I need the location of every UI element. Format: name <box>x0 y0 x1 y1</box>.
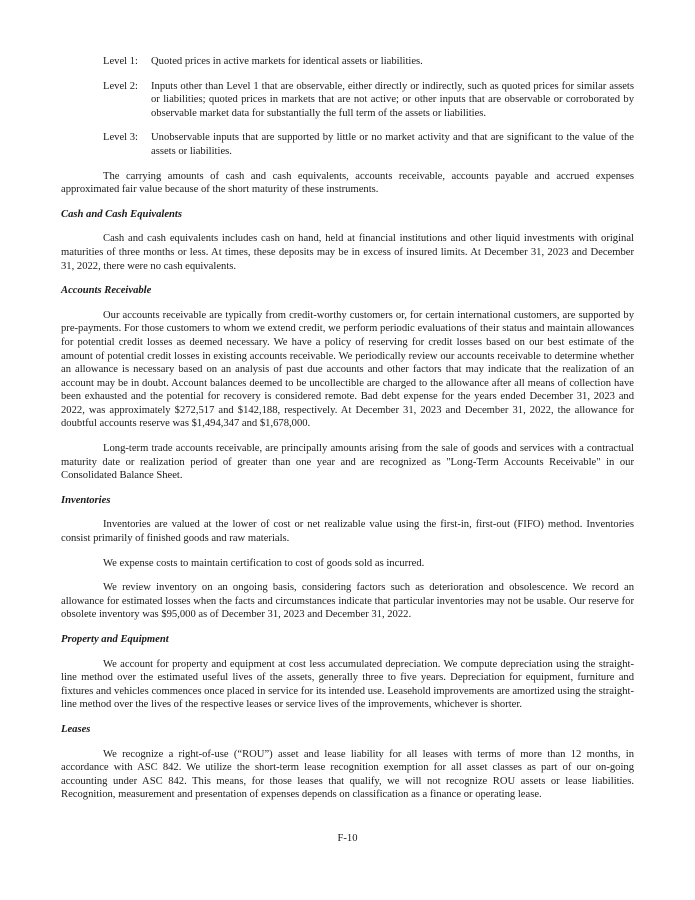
level-description: Unobservable inputs that are supported by little or no market activity and that are significant to the value of the assets or liabilities. <box>151 132 634 157</box>
document-body <box>61 55 634 813</box>
fair-value-level-1 <box>61 55 634 69</box>
section-heading-receivables: Accounts Receivable <box>61 285 152 297</box>
page-number: F-10 <box>337 833 358 844</box>
level-description: Quoted prices in active markets for identical assets or liabilities. <box>151 56 423 67</box>
section-heading-cash: Cash and Cash Equivalents <box>61 208 182 220</box>
inventories-paragraph-2: We expense costs to maintain certification to cost of goods sold as incurred. <box>103 557 425 569</box>
property-paragraph: We account for property and equipment at cost less accumulated depreciation. We compute depreciation using the straight-line method over the estimated useful lives of the assets, generally three to five years. Depreciation for equipment, furniture and fixtures and vehicles commences once placed in service for its intended use. Leasehold improvements are amortized using the straight-line method over the lives of the respective leases or service lives of the improvements, whichever is shorter. <box>61 658 634 711</box>
receivables-paragraph-2: Long-term trade accounts receivable, are principally amounts arising from the sale of goods and services with a contractual maturity date or realization period of greater than one year and are recognized as "Long-Term Accounts Receivable" in our Consolidated Balance Sheet. <box>61 443 634 482</box>
leases-paragraph: We recognize a right-of-use (“ROU”) asset and lease liability for all leases with terms of more than 12 months, in accordance with ASC 842. We utilize the short-term lease recognition exemption for all asset classes as part of our on-going accounting under ASC 842. This means, for those leases that qualify, we will not recognize ROU assets or lease liabilities. Recognition, measurement and presentation of expenses depends on classification as a finance or operating lease. <box>61 748 634 801</box>
level-label: Level 2: <box>103 80 139 92</box>
section-heading-inventories: Inventories <box>61 494 111 506</box>
section-heading-leases: Leases <box>61 723 91 735</box>
cash-paragraph: Cash and cash equivalents includes cash on hand, held at financial institutions and other liquid investments with original maturities of three months or less. At times, these deposits may be in excess of insured limits. At December 31, 2023 and December 31, 2022, there were no cash equivalents. <box>61 233 634 272</box>
fair-value-level-2 <box>61 80 634 121</box>
section-heading-property: Property and Equipment <box>61 634 169 645</box>
inventories-paragraph-1: Inventories are valued at the lower of cost or net realizable value using the first-in, first-out (FIFO) method. Inventories consist primarily of finished goods and raw materials. <box>61 519 634 545</box>
level-label: Level 3: <box>103 132 139 144</box>
fair-value-level-3 <box>61 131 634 158</box>
level-label: Level 1: <box>103 56 139 67</box>
inventories-paragraph-3: We review inventory on an ongoing basis, considering factors such as deterioration and obsolescence. We record an allowance for estimated losses when the facts and circumstances indicate that particular inventories may not be usable. Our reserve for obsolete inventory was $95,000 as of December 31, 2023 and December 31, 2022. <box>61 582 634 621</box>
level-description: Inputs other than Level 1 that are observable, either directly or indirectly, such as quoted prices for similar assets or liabilities; quoted prices in markets that are not active; or other inputs that are observable or corroborated by observable market data for substantially the full term of the assets or liabilities. <box>151 80 634 119</box>
receivables-paragraph-1: Our accounts receivable are typically from credit-worthy customers or, for certain international customers, are supported by pre-payments. For those customers to whom we extend credit, we perform periodic evaluations of their status and maintain allowances for potential credit losses as deemed necessary. We have a policy of reserving for credit losses based on our best estimate of the amount of potential credit losses in existing accounts receivable. We periodically review our accounts receivable to determine whether an allowance is necessary based on an analysis of past due accounts and other factors that may indicate that the realization of an account may be in doubt. Account balances deemed to be uncollectible are charged to the allowance after all means of collection have been exhausted and the potential for recovery is considered remote. Bad debt expense for the years ended December 31, 2023 and 2022, was approximately $272,517 and $142,188, respectively. At December 31, 2023 and December 31, 2022, the allowance for doubtful accounts reserve was $1,494,347 and $1,678,000. <box>61 309 634 430</box>
fair-value-paragraph: The carrying amounts of cash and cash equivalents, accounts receivable, accounts payable and accrued expenses approximated fair value because of the short maturity of these instruments. <box>61 170 634 196</box>
